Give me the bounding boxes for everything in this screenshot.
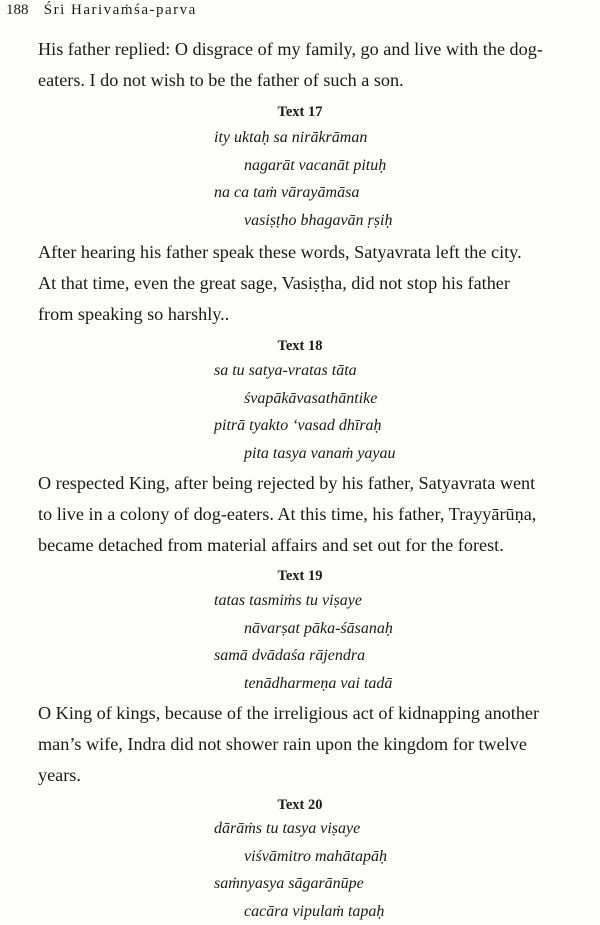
verse-line: na ca taṁ vārayāmāsa bbox=[214, 179, 600, 207]
paragraph-line: O respected King, after being rejected by his father, Satyavrata went bbox=[38, 468, 588, 499]
paragraph-line: from speaking so harshly.. bbox=[38, 299, 588, 330]
paragraph-line: years. bbox=[38, 760, 588, 791]
verse-line: pita tasya vanaṁ yayau bbox=[244, 440, 600, 468]
sanskrit-verse bbox=[0, 124, 600, 234]
verse-line: samā dvādaśa rājendra bbox=[214, 642, 600, 670]
paragraph-line: At that time, even the great sage, Vasiṣṭha, did not stop his father bbox=[38, 268, 588, 299]
verse-line: pitrā tyakto ‘vasad dhīraḥ bbox=[214, 412, 600, 440]
verse-line: sa tu satya-vratas tāta bbox=[214, 357, 600, 385]
paragraph-line: After hearing his father speak these words, Satyavrata left the city. bbox=[38, 237, 588, 268]
verse-line: ity uktaḥ sa nirākrāman bbox=[214, 124, 600, 152]
verse-line: nāvarṣat pāka-śāsanaḥ bbox=[244, 615, 600, 643]
verse-line: saṁnyasya sāgarānūpe bbox=[214, 870, 600, 898]
paragraph-line: His father replied: O disgrace of my family, go and live with the dog- bbox=[38, 34, 588, 65]
translation-paragraph bbox=[38, 698, 588, 791]
running-head bbox=[6, 2, 197, 19]
verse-line: cacāra vipulaṁ tapaḥ bbox=[244, 898, 600, 925]
verse-line: vasiṣṭho bhagavān ṛṣiḥ bbox=[244, 207, 600, 235]
verse-heading: Text 20 bbox=[0, 797, 600, 814]
translation-paragraph bbox=[38, 237, 588, 330]
sanskrit-verse bbox=[0, 357, 600, 467]
paragraph-line: to live in a colony of dog-eaters. At this time, his father, Trayyārūṇa, bbox=[38, 499, 588, 530]
translation-paragraph bbox=[38, 34, 588, 96]
paragraph-line: became detached from material affairs and set out for the forest. bbox=[38, 530, 588, 561]
book-title: Śri Harivaṁśa-parva bbox=[44, 2, 197, 18]
verse-heading: Text 19 bbox=[0, 568, 600, 585]
paragraph-line: man’s wife, Indra did not shower rain upon the kingdom for twelve bbox=[38, 729, 588, 760]
sanskrit-verse bbox=[0, 815, 600, 925]
verse-heading: Text 17 bbox=[0, 104, 600, 121]
translation-paragraph bbox=[38, 468, 588, 561]
verse-line: tenādharmeṇa vai tadā bbox=[244, 670, 600, 698]
verse-heading: Text 18 bbox=[0, 338, 600, 355]
verse-line: nagarāt vacanāt pituḥ bbox=[244, 152, 600, 180]
page-number: 188 bbox=[6, 2, 29, 18]
paragraph-line: eaters. I do not wish to be the father of such a son. bbox=[38, 65, 588, 96]
verse-line: dārāṁs tu tasya viṣaye bbox=[214, 815, 600, 843]
sanskrit-verse bbox=[0, 587, 600, 697]
paragraph-line: O King of kings, because of the irreligious act of kidnapping another bbox=[38, 698, 588, 729]
verse-line: tatas tasmiṁs tu viṣaye bbox=[214, 587, 600, 615]
verse-line: śvapākāvasathāntike bbox=[244, 385, 600, 413]
verse-line: viśvāmitro mahātapāḥ bbox=[244, 843, 600, 871]
